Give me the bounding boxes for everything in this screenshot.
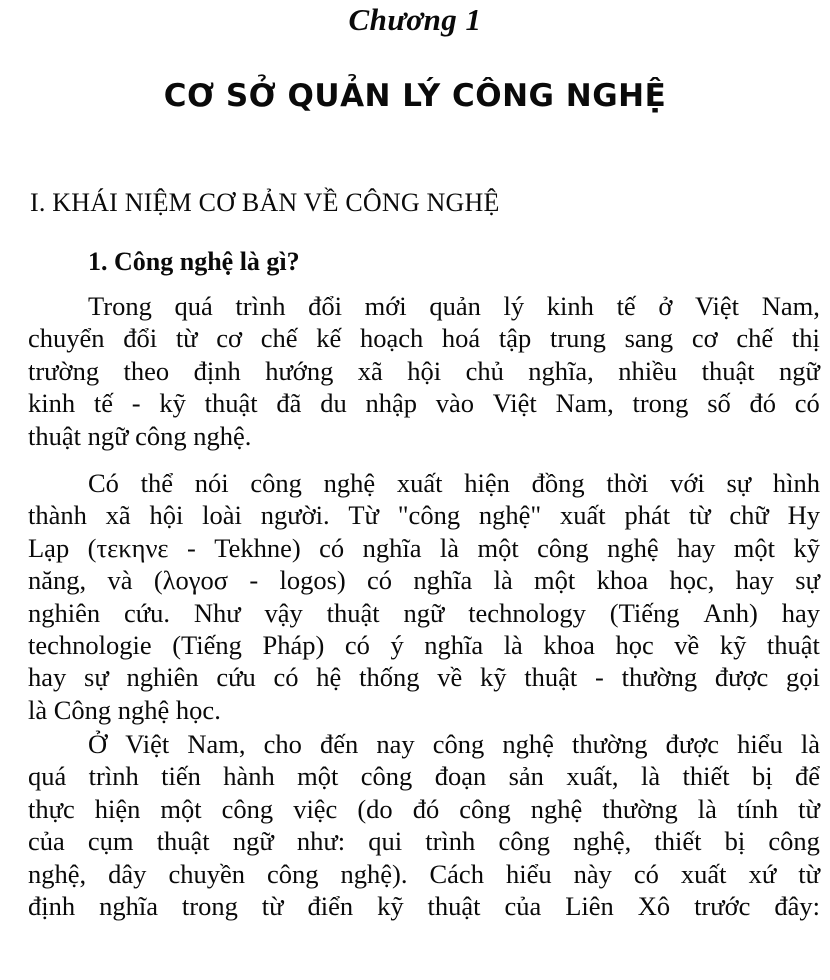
paragraph-line: Ở Việt Nam, cho đến nay công nghệ thường được hiểu là (88, 729, 820, 759)
paragraph-line: thuật ngữ công nghệ. (28, 420, 252, 451)
paragraph-line: chuyển đổi từ cơ chế kế hoạch hoá tập trung sang cơ chế thị (28, 323, 820, 354)
paragraph-line: thành xã hội loài người. Từ "công nghệ" xuất phát từ chữ Hy (28, 500, 820, 531)
paragraph-line: kinh tế - kỹ thuật đã du nhập vào Việt Nam, trong số đó có (28, 388, 820, 419)
paragraph-line: Lạp (τεκηνε - Tekhne) có nghĩa là một công nghệ hay một kỹ (28, 532, 820, 563)
paragraph-line: hay sự nghiên cứu có hệ thống về kỹ thuật - thường được gọi (28, 662, 820, 693)
paragraph-2 (28, 467, 820, 726)
paragraph-line: nghiên cứu. Như vậy thuật ngữ technology (Tiếng Anh) hay (28, 597, 820, 628)
paragraph-line: Trong quá trình đổi mới quản lý kinh tế ở Việt Nam, (88, 291, 820, 321)
paragraph-line: là Công nghệ học. (28, 694, 221, 725)
paragraph-line: nghệ, dây chuyền công nghệ). Cách hiểu này có xuất xứ từ (28, 858, 820, 889)
paragraph-line: Có thể nói công nghệ xuất hiện đồng thời với sự hình (88, 468, 820, 498)
paragraph-3 (28, 728, 820, 922)
paragraph-line: năng, và (λογοσ - logos) có nghĩa là một khoa học, hay sự (28, 565, 820, 596)
paragraph-line: trường theo định hướng xã hội chủ nghĩa, nhiều thuật ngữ (28, 355, 820, 386)
paragraph-line: technologie (Tiếng Pháp) có ý nghĩa là khoa học về kỹ thuật (28, 630, 820, 661)
paragraph-line: thực hiện một công việc (do đó công nghệ thường là tính từ (28, 793, 820, 824)
paragraph-1 (28, 290, 820, 452)
paragraph-line: của cụm thuật ngữ như: qui trình công nghệ, thiết bị công (28, 826, 820, 857)
subsection-heading: 1. Công nghệ là gì? (88, 247, 300, 276)
chapter-label: Chương 1 (348, 2, 482, 37)
paragraph-line: định nghĩa trong từ điển kỹ thuật của Liên Xô trước đây: (28, 891, 820, 922)
chapter-title: CƠ SỞ QUẢN LÝ CÔNG NGHỆ (163, 78, 667, 114)
paragraph-line: quá trình tiến hành một công đoạn sản xuất, là thiết bị để (28, 761, 820, 792)
section-heading: I. KHÁI NIỆM CƠ BẢN VỀ CÔNG NGHỆ (30, 188, 500, 217)
